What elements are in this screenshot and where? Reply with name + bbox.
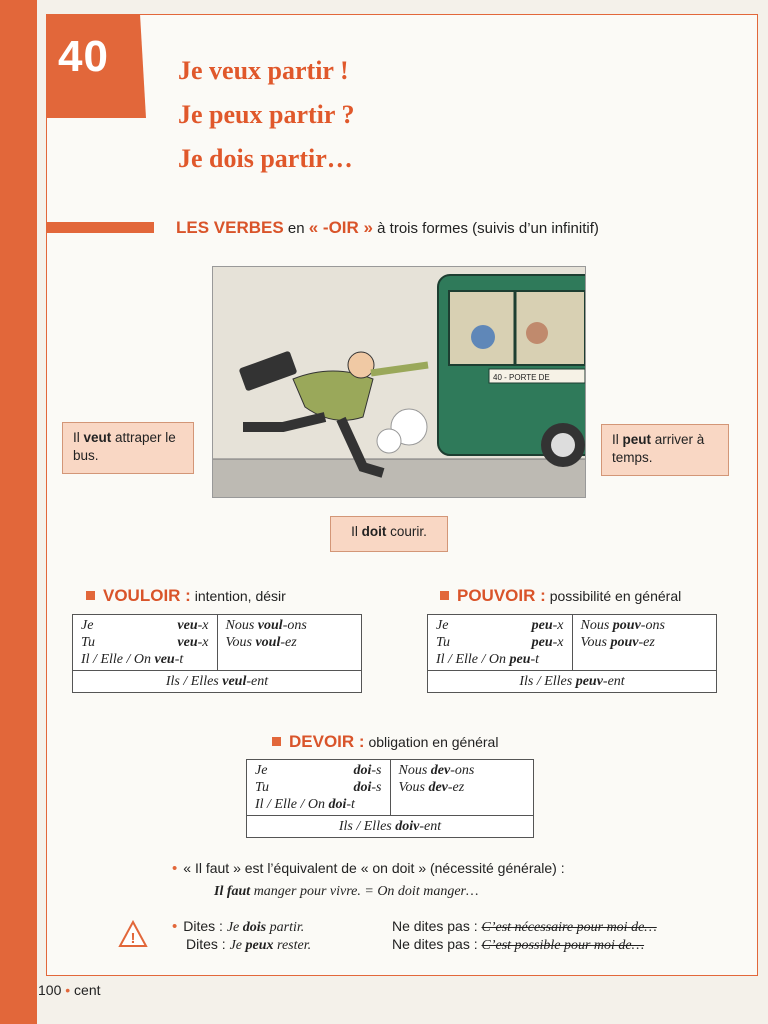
bullet-square [440, 591, 449, 600]
stem: veu [177, 635, 198, 650]
say-post: partir. [266, 920, 305, 935]
pronoun: Je [81, 618, 94, 633]
vouloir-third-plural [73, 671, 362, 693]
conj-row [226, 617, 354, 634]
say-pre: Je [229, 938, 246, 953]
ending: -ons [450, 763, 475, 778]
vouloir-plural [217, 615, 362, 671]
callout-peut-verb: peut [622, 432, 652, 447]
stem: dev [430, 763, 451, 778]
callout-peut-pre: Il [612, 432, 623, 447]
say-label: Dites : [183, 918, 227, 934]
say-verb: peux [245, 938, 274, 953]
ending: -x [197, 635, 209, 650]
callout-doit-post: courir. [386, 524, 427, 539]
pronoun: Ils / Elles [519, 674, 573, 689]
callout-veut [62, 422, 194, 474]
callout-doit-pre: Il [351, 524, 362, 539]
stem: dev [428, 780, 448, 795]
callout-peut-post: arriver à temps. [612, 432, 705, 465]
devoir-singular [247, 760, 391, 816]
say-label: Dites : [186, 936, 230, 952]
ending: -ent [419, 819, 442, 834]
devoir-name: DEVOIR : [289, 732, 365, 751]
section-bar [46, 222, 154, 233]
say-line-1 [172, 918, 304, 936]
bullet-square [272, 737, 281, 746]
stem: peu [509, 652, 531, 667]
pouvoir-table [427, 614, 717, 693]
conj-row [255, 779, 382, 796]
ending: -t [346, 797, 355, 812]
pouvoir-meaning: possibilité en général [549, 588, 682, 604]
pronoun: Vous [580, 635, 607, 650]
il-faut-example-rest: manger pour vivre. = On doit manger… [250, 884, 479, 899]
conj-row [581, 634, 709, 651]
conj-row [436, 617, 564, 634]
vouloir-name: VOULOIR : [103, 586, 191, 605]
callout-veut-pre: Il [73, 430, 84, 445]
ending: -t [174, 652, 184, 667]
stem: doi [328, 797, 347, 812]
dont-say-label: Ne dites pas : [392, 936, 482, 952]
section-suffix: « -OIR » [308, 218, 373, 237]
stem: pouv [610, 635, 639, 650]
pronoun: Vous [398, 780, 425, 795]
callout-veut-verb: veut [83, 430, 112, 445]
running-man-bus-drawing [213, 267, 585, 497]
ending: -ent [602, 674, 625, 689]
callout-doit [330, 516, 448, 552]
stem: peu [531, 618, 553, 633]
dont-say-line-1 [392, 918, 657, 936]
pronoun: Ils / Elles [338, 819, 392, 834]
pronoun: Tu [255, 780, 270, 795]
bus-illustration [212, 266, 586, 498]
il-faut-note [172, 860, 565, 877]
ending: -ons [640, 618, 665, 633]
pronoun: Tu [81, 635, 96, 650]
bus-sign-text: 40 - PORTE DE [493, 373, 550, 382]
vouloir-meaning: intention, désir [194, 588, 286, 604]
pouvoir-singular [428, 615, 573, 671]
page-number: 100 [38, 982, 62, 998]
bullet-dot: • [172, 918, 178, 935]
devoir-table [246, 759, 534, 838]
pronoun: Nous [225, 618, 255, 633]
pouvoir-plural [572, 615, 717, 671]
conj-row [81, 634, 209, 651]
svg-text:!: ! [130, 930, 136, 947]
dont-say-line-2 [392, 936, 644, 954]
conj-row [399, 762, 526, 779]
conj-row [81, 617, 209, 634]
ending: -t [530, 652, 540, 667]
pouvoir-third-plural [428, 671, 717, 693]
title-line-1: Je veux partir ! [178, 56, 349, 85]
il-faut-explanation: « Il faut » est l’équivalent de « on doit » (nécessité générale) : [183, 860, 565, 876]
dont-say-label: Ne dites pas : [392, 918, 482, 934]
vouloir-singular [73, 615, 218, 671]
vouloir-table [72, 614, 362, 693]
ending: -ons [282, 618, 307, 633]
conj-row [399, 779, 526, 796]
left-margin-band [0, 0, 37, 1024]
il-faut-bold: Il faut [214, 884, 251, 899]
pronoun: Il / Elle / On [255, 797, 325, 812]
ending: -ent [246, 674, 269, 689]
stem: veu [154, 652, 175, 667]
stem: doi [353, 763, 372, 778]
stem: pouv [612, 618, 641, 633]
conj-row [255, 796, 382, 813]
stem: veu [177, 618, 198, 633]
conj-row [581, 617, 709, 634]
ending: -x [197, 618, 209, 633]
conj-row [255, 762, 382, 779]
page-footer [38, 982, 101, 998]
devoir-meaning: obligation en général [368, 734, 499, 750]
pronoun: Il / Elle / On [436, 652, 506, 667]
say-post: rester. [273, 938, 312, 953]
pronoun: Nous [398, 763, 428, 778]
title-line-3: Je dois partir… [178, 144, 353, 173]
say-pre: Je [226, 920, 243, 935]
section-prefix: en [283, 220, 309, 237]
ending: -s [371, 780, 382, 795]
stem: doiv [395, 819, 420, 834]
section-label: LES VERBES [176, 218, 284, 237]
pronoun: Il / Elle / On [81, 652, 151, 667]
section-heading [176, 218, 599, 238]
lesson-number: 40 [58, 32, 109, 81]
devoir-plural [390, 760, 534, 816]
pronoun: Vous [225, 635, 252, 650]
conj-row [226, 634, 354, 651]
ending: -ez [638, 635, 655, 650]
title-line-2: Je peux partir ? [178, 100, 355, 129]
section-rest: à trois formes (suivis d’un infinitif) [372, 220, 599, 237]
pronoun: Je [436, 618, 449, 633]
callout-peut [601, 424, 729, 476]
il-faut-example [214, 884, 478, 900]
warning-triangle-icon [118, 920, 148, 948]
ending: -ez [280, 635, 297, 650]
bullet-square [86, 591, 95, 600]
pronoun: Je [255, 763, 268, 778]
stem: doi [353, 780, 372, 795]
pouvoir-heading [440, 586, 681, 606]
page-word: cent [74, 982, 101, 998]
stem: veul [222, 674, 247, 689]
conj-row [436, 651, 564, 668]
stem: voul [255, 635, 281, 650]
vouloir-heading [86, 586, 286, 606]
pronoun: Ils / Elles [165, 674, 219, 689]
ending: -x [552, 618, 564, 633]
bullet-dot: • [172, 860, 178, 877]
ending: -x [552, 635, 564, 650]
ending: -ez [447, 780, 465, 795]
pronoun: Tu [436, 635, 451, 650]
ending: -s [371, 763, 382, 778]
devoir-heading [272, 732, 498, 752]
conj-row [436, 634, 564, 651]
stem: voul [257, 618, 283, 633]
callout-veut-post: attraper le bus. [73, 430, 176, 463]
footer-dot: • [65, 982, 71, 998]
pouvoir-name: POUVOIR : [457, 586, 546, 605]
dont-say-text: C’est possible pour moi de… [481, 938, 645, 953]
dont-say-text: C’est nécessaire pour moi de… [481, 920, 657, 935]
stem: peuv [575, 674, 603, 689]
pronoun: Nous [580, 618, 610, 633]
callout-doit-verb: doit [361, 524, 387, 539]
conj-row [81, 651, 209, 668]
say-verb: dois [242, 920, 267, 935]
stem: peu [531, 635, 553, 650]
devoir-third-plural [247, 816, 534, 838]
say-line-2 [186, 936, 311, 954]
